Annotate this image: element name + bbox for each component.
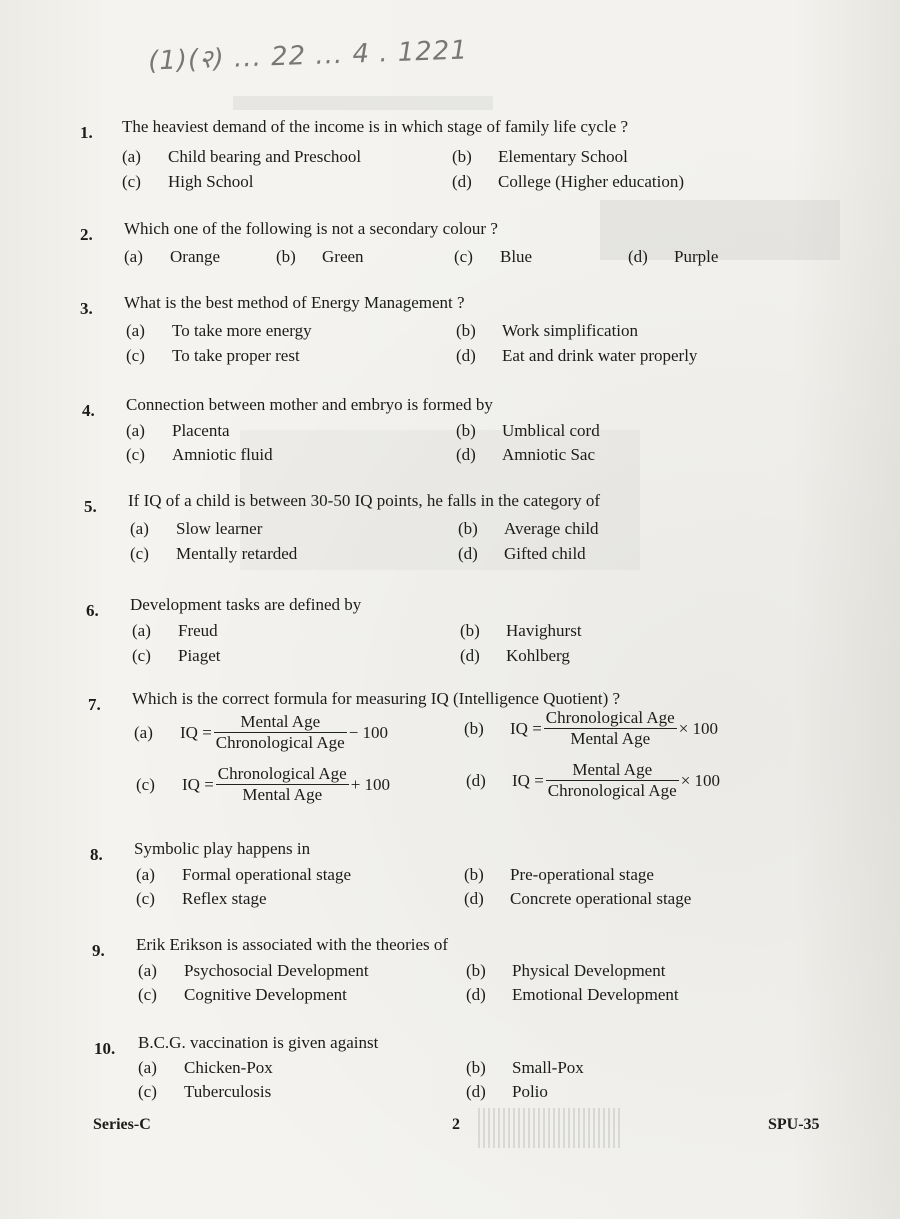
question-number: 3. bbox=[80, 299, 93, 318]
answer-option[interactable] bbox=[452, 146, 628, 168]
option-letter: (c) bbox=[138, 1082, 157, 1101]
option-letter: (b) bbox=[276, 247, 296, 266]
option-letter: (c) bbox=[126, 346, 145, 365]
option-letter: (d) bbox=[456, 346, 476, 365]
answer-option[interactable] bbox=[138, 1081, 271, 1103]
question-text: What is the best method of Energy Management ? bbox=[124, 293, 465, 312]
option-text: Umblical cord bbox=[502, 421, 600, 440]
answer-option[interactable] bbox=[460, 620, 582, 642]
formula-tail: + 100 bbox=[350, 774, 391, 794]
option-text: Freud bbox=[178, 621, 218, 640]
option-text: Placenta bbox=[172, 421, 230, 440]
fraction-numerator: Mental Age bbox=[214, 712, 347, 733]
formula-lhs: IQ = bbox=[512, 770, 544, 790]
option-text: Formal operational stage bbox=[182, 865, 352, 884]
answer-option[interactable] bbox=[130, 518, 262, 540]
fraction bbox=[544, 708, 677, 749]
answer-option[interactable] bbox=[456, 320, 638, 342]
answer-option[interactable] bbox=[132, 620, 218, 642]
option-letter: (a) bbox=[136, 865, 155, 884]
answer-option[interactable] bbox=[122, 171, 253, 193]
answer-option[interactable] bbox=[276, 246, 364, 268]
option-letter: (b) bbox=[464, 865, 484, 884]
answer-option[interactable] bbox=[464, 864, 654, 886]
fraction-numerator: Mental Age bbox=[546, 760, 679, 781]
option-letter: (d) bbox=[452, 172, 472, 191]
question-number: 9. bbox=[92, 941, 105, 960]
option-letter: (a) bbox=[138, 1058, 157, 1077]
option-letter: (a) bbox=[134, 722, 153, 742]
fraction bbox=[214, 712, 347, 753]
option-letter: (c) bbox=[122, 172, 141, 191]
option-letter: (c) bbox=[138, 985, 157, 1004]
series-label: Series-C bbox=[93, 1116, 151, 1133]
option-letter: (a) bbox=[126, 421, 145, 440]
option-text: Pre-operational stage bbox=[510, 865, 654, 884]
option-letter: (d) bbox=[466, 985, 486, 1004]
fraction-numerator: Chronological Age bbox=[545, 708, 675, 727]
option-text: Emotional Development bbox=[512, 985, 679, 1004]
question-text: Development tasks are defined by bbox=[130, 595, 362, 614]
fraction bbox=[216, 764, 349, 805]
formula-option[interactable] bbox=[136, 764, 390, 805]
answer-option[interactable] bbox=[138, 984, 347, 1006]
paper-code: SPU-35 bbox=[768, 1116, 820, 1133]
question-number: 5. bbox=[84, 497, 97, 516]
option-text: Cognitive Development bbox=[184, 985, 347, 1004]
answer-option[interactable] bbox=[126, 444, 273, 466]
option-letter: (c) bbox=[136, 774, 155, 794]
option-text: High School bbox=[168, 172, 254, 191]
formula-option[interactable] bbox=[134, 712, 388, 753]
option-letter: (b) bbox=[456, 421, 476, 440]
question-text: Which is the correct formula for measuring IQ (Intelligence Quotient) ? bbox=[132, 689, 621, 708]
option-letter: (a) bbox=[126, 321, 145, 340]
answer-option[interactable] bbox=[138, 960, 369, 982]
option-text: Elementary School bbox=[498, 147, 628, 166]
answer-option[interactable] bbox=[466, 1057, 584, 1079]
answer-option[interactable] bbox=[124, 246, 220, 268]
answer-option[interactable] bbox=[458, 543, 586, 565]
option-letter: (a) bbox=[130, 519, 149, 538]
option-letter: (c) bbox=[136, 889, 155, 908]
question-number: 7. bbox=[88, 695, 101, 714]
option-letter: (c) bbox=[126, 445, 145, 464]
option-letter: (a) bbox=[138, 961, 157, 980]
question-text: Erik Erikson is associated with the theories of bbox=[136, 935, 449, 954]
fraction-denominator: Chronological Age bbox=[547, 781, 677, 800]
fraction-numerator: Chronological Age bbox=[217, 764, 347, 783]
option-letter: (d) bbox=[456, 445, 476, 464]
option-text: Mentally retarded bbox=[176, 544, 298, 563]
option-letter: (b) bbox=[466, 961, 486, 980]
question-number: 6. bbox=[86, 601, 99, 620]
option-letter: (c) bbox=[130, 544, 149, 563]
option-text: Concrete operational stage bbox=[510, 889, 692, 908]
formula-lhs: IQ = bbox=[182, 774, 214, 794]
formula-option[interactable] bbox=[464, 708, 718, 749]
option-letter: (c) bbox=[454, 247, 473, 266]
option-letter: (d) bbox=[466, 1082, 486, 1101]
question-text: The heaviest demand of the income is in which stage of family life cycle ? bbox=[122, 117, 629, 136]
option-letter: (d) bbox=[628, 247, 648, 266]
answer-option[interactable] bbox=[452, 171, 684, 193]
answer-option[interactable] bbox=[456, 345, 697, 367]
option-letter: (c) bbox=[132, 646, 151, 665]
option-text: Amniotic fluid bbox=[172, 445, 273, 464]
answer-option[interactable] bbox=[454, 246, 532, 268]
option-text: Orange bbox=[170, 247, 221, 266]
option-text: Physical Development bbox=[512, 961, 666, 980]
option-letter: (a) bbox=[124, 247, 143, 266]
question-number: 4. bbox=[82, 401, 95, 420]
option-text: Purple bbox=[674, 247, 719, 266]
answer-option[interactable] bbox=[126, 320, 312, 342]
option-text: Small-Pox bbox=[512, 1058, 584, 1077]
option-text: Green bbox=[322, 247, 364, 266]
option-text: Psychosocial Development bbox=[184, 961, 369, 980]
formula-tail: × 100 bbox=[680, 770, 721, 790]
option-text: Piaget bbox=[178, 646, 221, 665]
answer-option[interactable] bbox=[466, 960, 665, 982]
option-letter: (b) bbox=[460, 621, 480, 640]
answer-option[interactable] bbox=[138, 1057, 273, 1079]
answer-option[interactable] bbox=[628, 246, 718, 268]
option-text: Blue bbox=[500, 247, 533, 266]
answer-option[interactable] bbox=[458, 518, 599, 540]
question-number: 10. bbox=[94, 1039, 116, 1058]
answer-option[interactable] bbox=[456, 420, 600, 442]
page-number: 2 bbox=[452, 1116, 460, 1133]
option-text: Kohlberg bbox=[506, 646, 570, 665]
option-letter: (a) bbox=[132, 621, 151, 640]
fraction bbox=[546, 760, 679, 801]
option-letter: (b) bbox=[458, 519, 478, 538]
option-letter: (b) bbox=[464, 718, 484, 738]
answer-option[interactable] bbox=[456, 444, 595, 466]
answer-option[interactable] bbox=[126, 420, 230, 442]
answer-option[interactable] bbox=[466, 1081, 548, 1103]
answer-option[interactable] bbox=[122, 146, 361, 168]
option-text: Havighurst bbox=[506, 621, 582, 640]
formula-tail: − 100 bbox=[348, 722, 389, 742]
option-text: Eat and drink water properly bbox=[502, 346, 698, 365]
answer-option[interactable] bbox=[132, 645, 221, 667]
formula-lhs: IQ = bbox=[180, 722, 212, 742]
question-number: 1. bbox=[80, 123, 93, 142]
option-text: Child bearing and Preschool bbox=[168, 147, 362, 166]
option-text: Gifted child bbox=[504, 544, 586, 563]
option-text: Polio bbox=[512, 1082, 548, 1101]
answer-option[interactable] bbox=[464, 888, 691, 910]
bleed-through-mark bbox=[233, 96, 493, 110]
answer-option[interactable] bbox=[466, 984, 679, 1006]
option-text: Amniotic Sac bbox=[502, 445, 596, 464]
question-number: 8. bbox=[90, 845, 103, 864]
question-text: Connection between mother and embryo is formed by bbox=[126, 395, 493, 414]
handwritten-note: (1)(२) ... 22 ... 4 . 1221 bbox=[147, 35, 469, 77]
option-letter: (d) bbox=[460, 646, 480, 665]
option-letter: (b) bbox=[452, 147, 472, 166]
option-letter: (d) bbox=[464, 889, 484, 908]
formula-option[interactable] bbox=[466, 760, 720, 801]
question-text: If IQ of a child is between 30-50 IQ points, he falls in the category of bbox=[128, 491, 601, 510]
option-letter: (d) bbox=[466, 770, 486, 790]
answer-option[interactable] bbox=[126, 345, 300, 367]
option-text: Chicken-Pox bbox=[184, 1058, 273, 1077]
option-letter: (b) bbox=[456, 321, 476, 340]
option-text: Slow learner bbox=[176, 519, 263, 538]
option-text: Reflex stage bbox=[182, 889, 267, 908]
option-text: Tuberculosis bbox=[184, 1082, 272, 1101]
fraction-denominator: Mental Age bbox=[242, 785, 323, 804]
question-text: Symbolic play happens in bbox=[134, 839, 311, 858]
question-text: Which one of the following is not a secondary colour ? bbox=[124, 219, 498, 238]
option-letter: (d) bbox=[458, 544, 478, 563]
option-letter: (b) bbox=[466, 1058, 486, 1077]
option-text: College (Higher education) bbox=[498, 172, 684, 191]
fraction-denominator: Mental Age bbox=[570, 729, 651, 748]
answer-option[interactable] bbox=[136, 888, 267, 910]
fraction-denominator: Chronological Age bbox=[215, 733, 345, 752]
question-number: 2. bbox=[80, 225, 93, 244]
barcode-bleed bbox=[478, 1108, 620, 1148]
option-text: To take proper rest bbox=[172, 346, 300, 365]
answer-option[interactable] bbox=[130, 543, 297, 565]
question-text: B.C.G. vaccination is given against bbox=[138, 1033, 379, 1052]
option-letter: (a) bbox=[122, 147, 141, 166]
formula-lhs: IQ = bbox=[510, 718, 542, 738]
answer-option[interactable] bbox=[136, 864, 351, 886]
option-text: Average child bbox=[504, 519, 599, 538]
option-text: Work simplification bbox=[502, 321, 639, 340]
option-text: To take more energy bbox=[172, 321, 312, 340]
formula-tail: × 100 bbox=[678, 718, 719, 738]
answer-option[interactable] bbox=[460, 645, 570, 667]
